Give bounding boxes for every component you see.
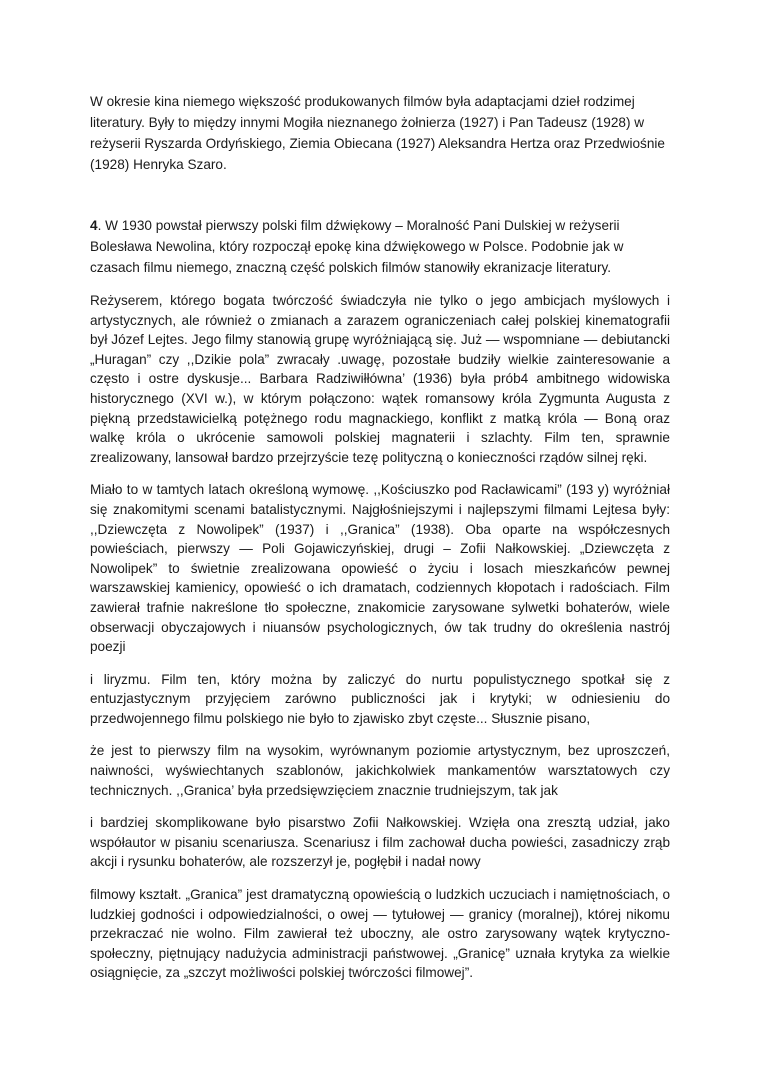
paragraph-granica: filmowy kształt. „Granica” jest dramatyczną opowieścią o ludzkich uczuciach i namiętnościach, o ludzkiej godności i odpowiedzialności, o owej — tytułowej — granicy (moralnej), której nikomu przekraczać nie wolno. Film zawierał też uboczny, ale ostro zarysowany wątek krytyczno-społeczny, piętnujący nadużycia administracji państwowej. „Granicę” uznała krytyka za wielkie osiągnięcie, za „szczyt możliwości polskiej twórczości filmowej”. — [90, 887, 670, 981]
document-page — [90, 91, 670, 996]
paragraph-silent-film-adaptations: W okresie kina niemego większość produkowanych filmów była adaptacjami dzieł rodzimej literatury. Były to między innymi Mogiła nieznanego żołnierza (1927) i Pan Tadeusz (1928) w reżyserii Ryszarda Ordyńskiego, Ziemia Obiecana (1927) Aleksandra Hertza oraz Przedwiośnie (1928) Henryka Szaro. — [90, 94, 665, 172]
paragraph-first-film-high-level: że jest to pierwszy film na wysokim, wyrównanym poziomie artystycznym, bez uproszczeń, naiwności, wyświechtanych szablonów, jakichkolwiek mankamentów warsztatowych czy technicznych. ,,Granica’ była przedsięwzięciem znacznie trudniejszym, tak jak — [90, 743, 670, 798]
paragraph-nalkowska-screenplay: i bardziej skomplikowane było pisarstwo Zofii Nałkowskiej. Wzięła ona zresztą udział, jako współautor w pisaniu scenariusza. Scenariusz i film zachował ducha powieści, zasadniczy zrąb akcji i rysunku bohaterów, ale rozszerzył je, pogłębił i nadał nowy — [90, 815, 670, 870]
paragraph-jozef-lejtes: Reżyserem, którego bogata twórczość świadczyła nie tylko o jego ambicjach myślowych i artystycznych, ale również o zmianach a zarazem ograniczeniach całej polskiej kinematografii był Józef Lejtes. Jego filmy stanowią grupę wyróżniającą się. Już — wspomniane — debiutancki „Huragan” czy ,,Dzikie pola” zwracały .uwagę, pozostałe budziły wielkie zainteresowanie a często i ostre dyskusje... Barbara Radziwiłłówna’ (1936) była prób4 ambitnego widowiska historycznego (XVI w.), w którym połączono: wątek romansowy króla Zygmunta Augusta z piękną przedstawicielką potężnego rodu magnackiego, konflikt z matką króla — Boną oraz walkę króla o ukrócenie samowoli polskiej magnaterii i szlachty. Film ten, sprawnie zrealizowany, lansował bardzo przejrzyście tezę polityczną o konieczności rządów silnej ręki. — [90, 293, 670, 465]
section-number: 4 — [90, 218, 98, 233]
paragraph-liryzm-reception: i liryzmu. Film ten, który można by zaliczyć do nurtu populistycznego spotkał się z entuzjastycznym przyjęciem zarówno publiczności jak i krytyki; w odniesieniu do przedwojennego filmu polskiego nie było to zjawisko zbyt częste... Słusznie pisano, — [90, 671, 670, 726]
paragraph-text: . W 1930 powstał pierwszy polski film dźwiękowy – Moralność Pani Dulskiej w reżyserii Bolesława Newolina, który rozpoczął epokę kina dźwiękowego w Polsce. Podobnie jak w czasach filmu niemego, znaczną część polskich filmów stanowiły ekranizacje literatury. — [90, 218, 624, 275]
paragraph-first-sound-film — [90, 215, 670, 278]
paragraph-kosciuszko-dziewczeta: Miało to w tamtych latach określoną wymowę. ,,Kościuszko pod Racławicami” (193 y) wyróżniał się znakomitymi scenami batalistycznymi. Najgłośniejszymi i najlepszymi filmami Lejtesa były: ,,Dziewczęta z Nowolipek” (1937) i ,,Granica” (1938). Oba oparte na współczesnych powieściach, pierwszy — Poli Gojawiczyńskiej, drugi – Zofii Nałkowskiej. „Dziewczęta z Nowolipek” to świetnie zrealizowana opowieść o życiu i losach mieszkańców pewnej warszawskiej kamienicy, opowieść o ich dramatach, codziennych kłopotach i radościach. Film zawierał trafnie nakreślone tło społeczne, znakomicie zarysowane sylwetki bohaterów, wiele obserwacji obyczajowych i niuansów psychologicznych, ów tak trudny do określenia nastrój poezji — [90, 482, 670, 655]
